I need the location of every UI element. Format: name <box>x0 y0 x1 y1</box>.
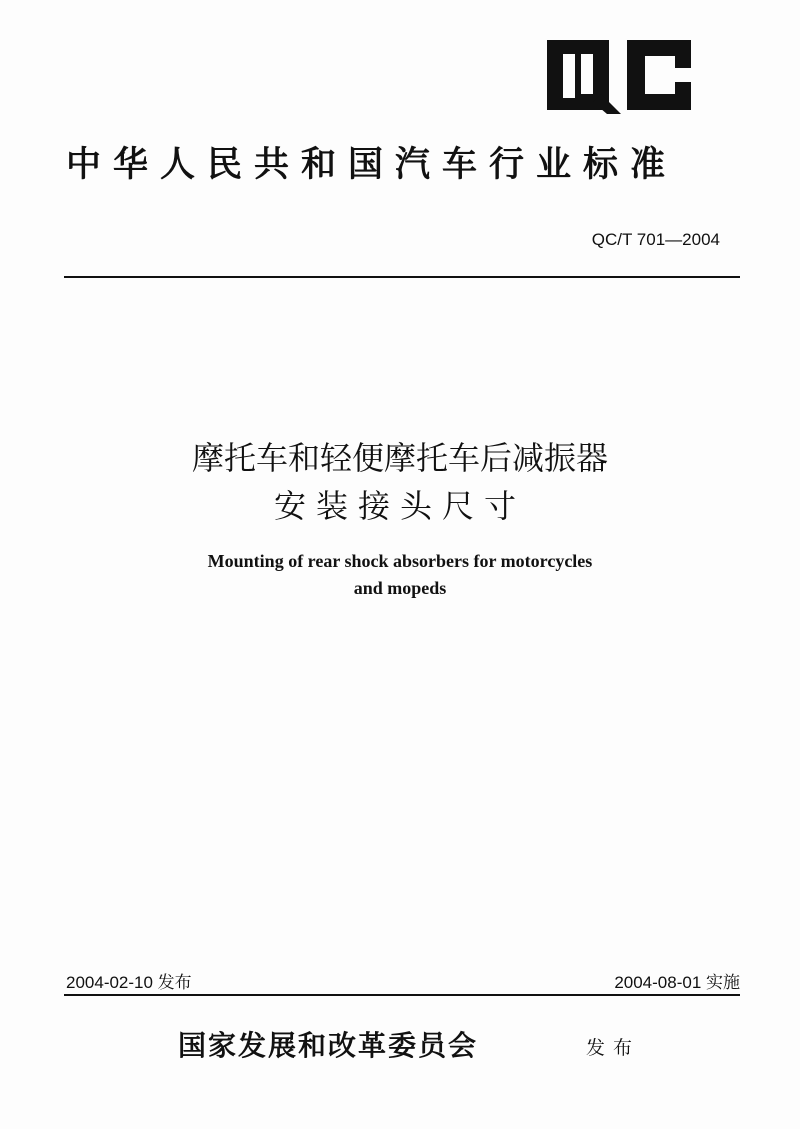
qc-logo <box>545 38 693 114</box>
standard-code: QC/T 701—2004 <box>591 230 720 249</box>
issuer-suffix: 发布 <box>586 1037 641 1059</box>
title-en-line2: and mopeds <box>353 578 447 598</box>
issue-date: 2004-02-10 发布 <box>66 973 192 992</box>
implementation-date: 2004-08-01 实施 <box>614 973 740 992</box>
title-cn-line2: 安装接头尺寸 <box>273 487 526 525</box>
header-divider <box>64 276 740 278</box>
footer-divider <box>64 994 740 996</box>
issuing-authority: 国家发展和改革委员会 <box>178 1029 479 1062</box>
standard-family-title: 中华人民共和国汽车行业标准 <box>66 144 678 185</box>
title-en-line1: Mounting of rear shock absorbers for motorcycles <box>207 551 593 571</box>
title-cn-line1: 摩托车和轻便摩托车后减振器 <box>191 439 608 477</box>
